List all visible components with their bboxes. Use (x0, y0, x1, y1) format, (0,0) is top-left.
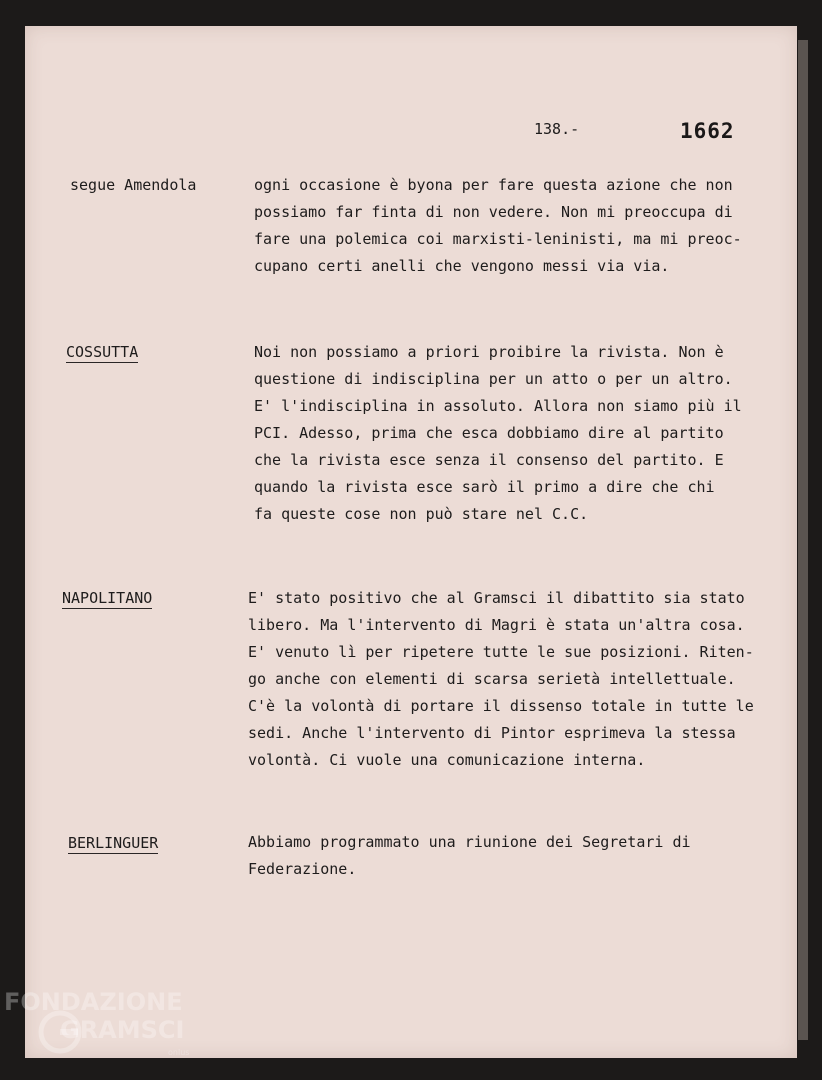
speech-block (254, 172, 742, 280)
speech-block (254, 339, 742, 528)
speech-line: questione di indisciplina per un atto o per un altro. (254, 370, 733, 388)
speech-line: possiamo far finta di non vedere. Non mi preoccupa di (254, 203, 733, 221)
speech-line: quando la rivista esce sarò il primo a dire che chi (254, 478, 715, 496)
speech-line: fare una polemica coi marxisti-leninisti, ma mi preoc- (254, 230, 742, 248)
speech-line: E' venuto lì per ripetere tutte le sue posizioni. Riten- (248, 643, 754, 661)
speech-line: E' stato positivo che al Gramsci il dibattito sia stato (248, 589, 745, 607)
paper-edge (798, 40, 808, 1040)
speech-line: volontà. Ci vuole una comunicazione interna. (248, 751, 646, 769)
speech-block (248, 585, 754, 774)
speaker-label: BERLINGUER (68, 834, 159, 852)
speaker-label: COSSUTTA (66, 343, 139, 361)
watermark-sub: onlus (168, 1048, 190, 1057)
speech-block (248, 829, 691, 883)
speech-line: Noi non possiamo a priori proibire la rivista. Non è (254, 343, 724, 361)
speech-line: PCI. Adesso, prima che esca dobbiamo dire al partito (254, 424, 724, 442)
speech-line: Federazione. (248, 860, 357, 878)
speech-line: libero. Ma l'intervento di Magri è stata un'altra cosa. (248, 616, 745, 634)
speech-line: che la rivista esce senza il consenso del partito. E (254, 451, 724, 469)
watermark-line1: FONDAZIONE (4, 988, 183, 1016)
speech-line: E' l'indisciplina in assoluto. Allora non siamo più il (254, 397, 742, 415)
folio-stamp: 1662 (680, 119, 735, 143)
speaker-label: segue Amendola (70, 176, 197, 194)
speaker-label: NAPOLITANO (62, 589, 153, 607)
speech-line: go anche con elementi di scarsa serietà intellettuale. (248, 670, 736, 688)
fondazione-gramsci-watermark (4, 988, 214, 1068)
watermark-line2: GRAMSCI (60, 1016, 185, 1044)
speech-line: fa queste cose non può stare nel C.C. (254, 505, 589, 523)
speech-line: cupano certi anelli che vengono messi via via. (254, 257, 670, 275)
speech-line: sedi. Anche l'intervento di Pintor esprimeva la stessa (248, 724, 736, 742)
page-number: 138.- (534, 120, 580, 138)
speech-line: C'è la volontà di portare il dissenso totale in tutte le (248, 697, 754, 715)
speech-line: Abbiamo programmato una riunione dei Segretari di (248, 833, 691, 851)
speech-line: ogni occasione è byona per fare questa azione che non (254, 176, 733, 194)
